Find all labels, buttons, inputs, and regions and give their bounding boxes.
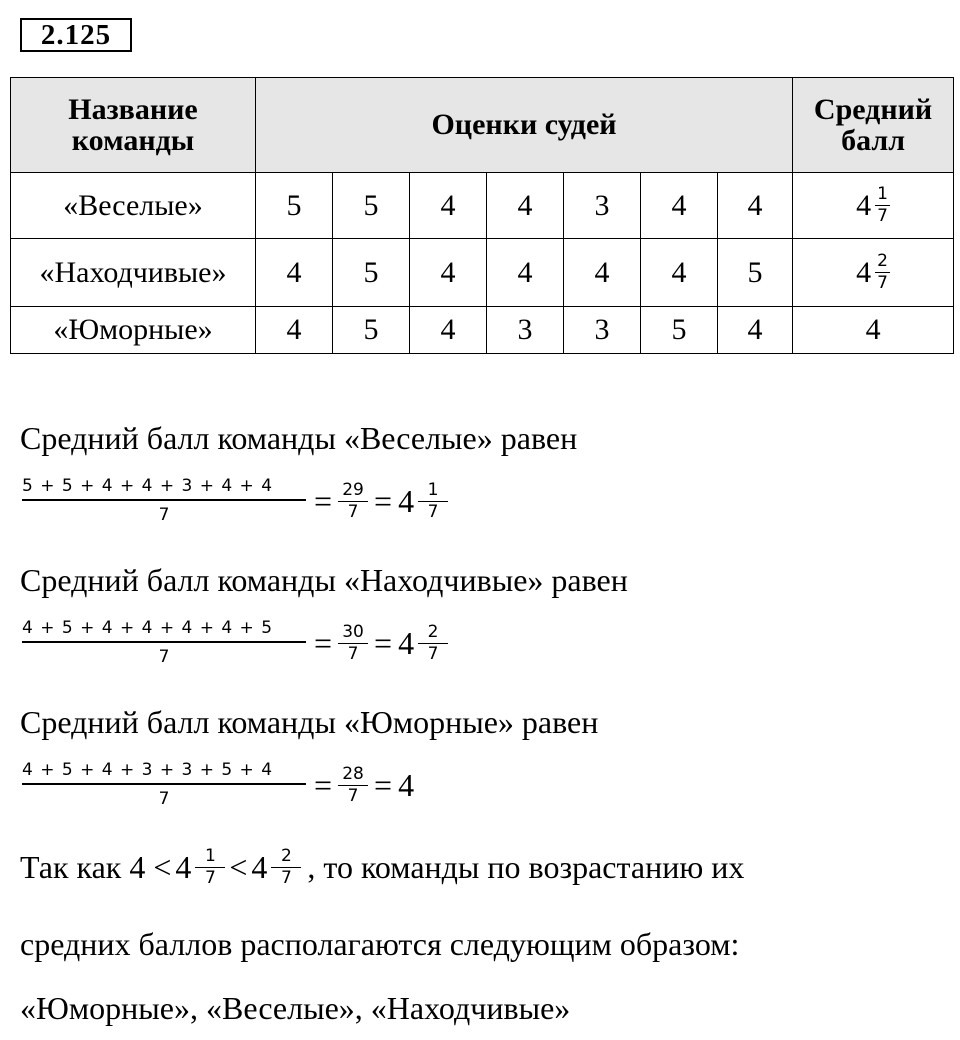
- mixed-fraction: [418, 621, 448, 664]
- average-cell: [793, 173, 954, 239]
- mixed-fraction: [418, 479, 448, 522]
- fraction-denominator: 7: [877, 206, 888, 226]
- average-cell: 4: [793, 307, 954, 354]
- equals-sign: =: [374, 482, 393, 519]
- fraction-numerator: 2: [280, 846, 292, 866]
- sum-denominator: 7: [22, 499, 306, 524]
- header-average-score: Средний балл: [793, 78, 954, 173]
- mixed-fraction: [271, 848, 301, 887]
- fraction-numerator: 28: [342, 763, 364, 784]
- improper-fraction: [338, 621, 368, 664]
- score-cell: 3: [564, 307, 641, 354]
- conclusion-line-2: средних баллов располагаются следующим образом:: [20, 926, 740, 962]
- fraction-numerator: 30: [342, 621, 364, 642]
- score-cell: 5: [718, 239, 793, 307]
- table-row: [11, 173, 954, 239]
- improper-fraction: [338, 763, 368, 806]
- equals-sign: =: [374, 766, 393, 803]
- fraction-denominator: 7: [271, 867, 301, 887]
- score-cell: 4: [641, 173, 718, 239]
- mixed-whole: 4: [398, 482, 415, 519]
- score-cell: 5: [256, 173, 333, 239]
- equals-sign: =: [374, 624, 393, 661]
- team-name-cell: «Находчивые»: [11, 239, 256, 307]
- fraction-denominator: 7: [338, 501, 368, 521]
- fraction-numerator: 2: [877, 251, 888, 271]
- equals-sign: =: [314, 624, 333, 661]
- solution-line-vesyolye: Средний балл команды «Веселые» равен: [20, 420, 578, 456]
- fraction-numerator: 2: [427, 621, 439, 642]
- fraction-denominator: 7: [195, 867, 225, 887]
- mixed-whole: 4: [251, 849, 268, 885]
- table-row: [11, 307, 954, 354]
- mixed-number: [175, 848, 225, 887]
- mixed-number: [251, 848, 301, 887]
- score-cell: 4: [410, 307, 487, 354]
- score-cell: 5: [333, 239, 410, 307]
- score-cell: 4: [410, 173, 487, 239]
- score-cell: 4: [718, 307, 793, 354]
- team-name-cell: «Веселые»: [11, 173, 256, 239]
- calculation-vesyolye: [20, 478, 448, 524]
- header-judge-scores: Оценки судей: [256, 78, 793, 173]
- mixed-whole: 4: [398, 624, 415, 661]
- sum-fraction: [20, 478, 308, 524]
- average-whole: 4: [856, 188, 872, 222]
- solution-line-nakhodchivye: Средний балл команды «Находчивые» равен: [20, 562, 628, 598]
- fraction-numerator: 1: [204, 846, 216, 866]
- score-cell: 4: [410, 239, 487, 307]
- mixed-number: [398, 621, 448, 664]
- score-cell: 5: [333, 173, 410, 239]
- sum-numerator: 5 + 5 + 4 + 4 + 3 + 4 + 4: [22, 476, 273, 496]
- fraction-numerator: 29: [342, 479, 364, 500]
- score-cell: 3: [487, 307, 564, 354]
- score-cell: 4: [256, 307, 333, 354]
- mixed-whole: 4: [175, 849, 192, 885]
- score-cell: 4: [641, 239, 718, 307]
- score-cell: 4: [718, 173, 793, 239]
- fraction-denominator: 7: [418, 501, 448, 521]
- fraction-numerator: 1: [877, 184, 888, 204]
- mixed-fraction: [195, 848, 225, 887]
- conclusion-prefix: Так как 4 <: [20, 849, 172, 885]
- table-header-row: [11, 78, 954, 173]
- fraction-denominator: 7: [338, 643, 368, 663]
- fraction-numerator: 1: [427, 479, 439, 500]
- ranking-line: «Юморные», «Веселые», «Находчивые»: [20, 990, 571, 1026]
- sum-numerator: 4 + 5 + 4 + 3 + 3 + 5 + 4: [22, 760, 273, 780]
- calculation-yumornye: [20, 762, 414, 808]
- scores-table: [10, 77, 954, 354]
- equals-sign: =: [314, 482, 333, 519]
- header-team-name: Название команды: [11, 78, 256, 173]
- score-cell: 4: [564, 239, 641, 307]
- score-cell: 3: [564, 173, 641, 239]
- average-whole: 4: [856, 255, 872, 289]
- solution-line-yumornye: Средний балл команды «Юморные» равен: [20, 704, 599, 740]
- sum-fraction: [20, 762, 308, 808]
- sum-fraction: [20, 620, 308, 666]
- average-fraction: [875, 253, 890, 292]
- average-cell: [793, 239, 954, 307]
- problem-number: 2.125: [20, 18, 132, 52]
- score-cell: 4: [256, 239, 333, 307]
- fraction-denominator: 7: [877, 273, 888, 293]
- sum-denominator: 7: [22, 641, 306, 666]
- result-value: 4: [398, 766, 415, 803]
- table-row: [11, 239, 954, 307]
- equals-sign: =: [314, 766, 333, 803]
- fraction-denominator: 7: [418, 643, 448, 663]
- calculation-nakhodchivye: [20, 620, 448, 666]
- less-than-sign: <: [229, 849, 248, 885]
- team-name-cell: «Юморные»: [11, 307, 256, 354]
- mixed-number: [398, 479, 448, 522]
- sum-numerator: 4 + 5 + 4 + 4 + 4 + 4 + 5: [22, 618, 273, 638]
- conclusion-suffix: , то команды по возрастанию их: [307, 849, 745, 885]
- conclusion-line: [20, 848, 744, 887]
- score-cell: 4: [487, 239, 564, 307]
- score-cell: 5: [333, 307, 410, 354]
- average-fraction: [875, 186, 890, 225]
- improper-fraction: [338, 479, 368, 522]
- score-cell: 4: [487, 173, 564, 239]
- score-cell: 5: [641, 307, 718, 354]
- sum-denominator: 7: [22, 783, 306, 808]
- fraction-denominator: 7: [338, 785, 368, 805]
